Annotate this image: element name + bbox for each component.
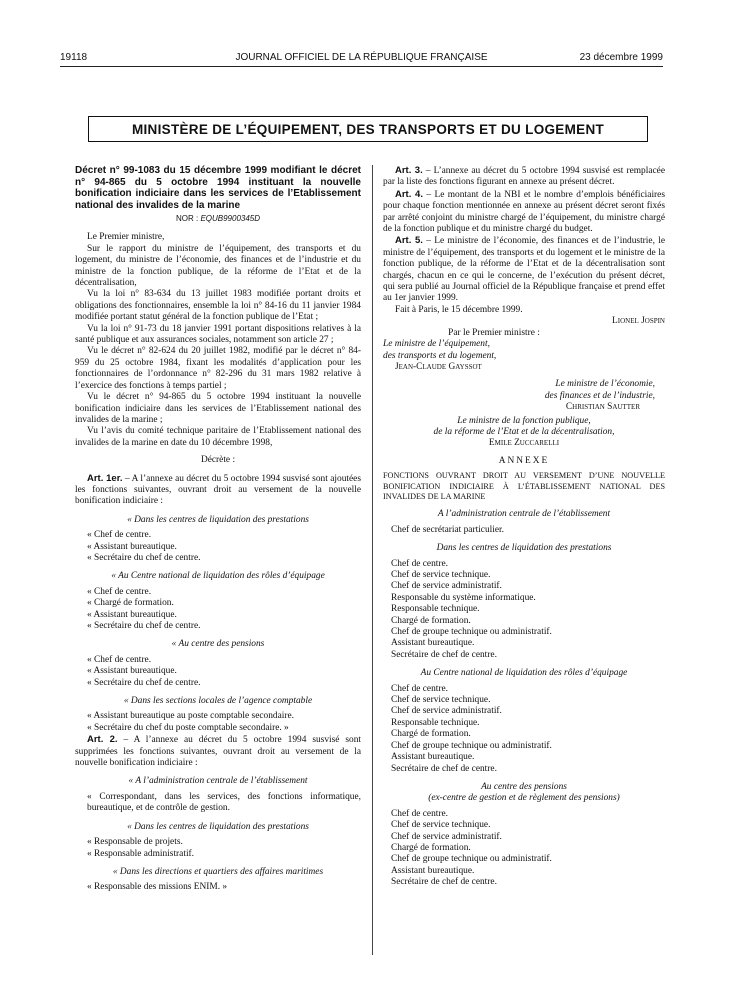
nor-reference <box>75 213 361 224</box>
list-item: Responsable technique. <box>391 717 480 728</box>
list-item: Assistant bureautique. <box>391 638 475 649</box>
section-heading: « A l’administration centrale de l’établissement <box>128 776 308 787</box>
list-item: « Responsable administratif. <box>87 848 195 859</box>
ministry-banner: MINISTÈRE DE L’ÉQUIPEMENT, DES TRANSPORTS ET DU LOGEMENT <box>88 116 648 142</box>
function-list <box>75 655 361 689</box>
list-item: Chef de groupe technique ou administratif. <box>391 740 552 751</box>
list-item: Secrétaire de chef de centre. <box>391 763 497 774</box>
function-list <box>383 684 665 775</box>
list-item: « Responsable de projets. <box>87 837 183 848</box>
article-text: – L’annexe au décret du 5 octobre 1994 susvisé est remplacée par la liste des fonctions figurant en annexe au présent décret. <box>383 166 665 188</box>
function-list <box>383 559 665 662</box>
list-item: « Chargé de formation. <box>87 598 174 609</box>
fait-a-paris: Fait à Paris, le 15 décembre 1999. <box>395 304 523 315</box>
list-item: Chargé de formation. <box>391 842 471 853</box>
section-heading: « Au centre des pensions <box>171 639 265 650</box>
list-item: « Chef de centre. <box>87 654 152 665</box>
header-rule <box>60 66 663 67</box>
list-item: « Assistant bureautique. <box>87 609 177 620</box>
issue-date: 23 décembre 1999 <box>579 52 663 63</box>
list-item: « Chef de centre. <box>87 530 152 541</box>
minister-equipement <box>383 339 665 362</box>
list-item: « Correspondant, dans les services, des fonctions informatique, bureautique, et de contrôle de gestion. <box>87 791 361 814</box>
section-heading: Au Centre national de liquidation des rôles d’équipage <box>420 668 628 679</box>
section-heading: Au centre des pensions <box>481 781 567 792</box>
paragraph: Sur le rapport du ministre de l’équipement, des transports et du logement, du ministre de l’économie, des finances et de l’industrie et du ministre de la fonction publique, de la réforme de l’Etat et de la décentralisation, <box>75 243 361 289</box>
paragraph: Vu le décret n° 82-624 du 20 juillet 1982, modifié par le décret n° 84-959 du 25 octobre 1984, fixant les modalités d’application pour les fonctionnaires de l’ordonnance n° 82-296 du 31 mars 1982 relative à l’exercice des fonctions à temps partiel ; <box>75 346 361 391</box>
list-item: Chef de centre. <box>391 558 449 569</box>
article-1 <box>75 473 361 508</box>
article-2 <box>75 734 361 769</box>
list-item: Chef de service administratif. <box>391 706 502 717</box>
annexe-title: FONCTIONS OUVRANT DROIT AU VERSEMENT D’UNE NOUVELLE BONIFICATION INDICIAIRE À L’ÉTABLISSEMENT NATIONAL DES INVALIDES DE LA MARINE <box>383 471 665 501</box>
list-item: Assistant bureautique. <box>391 865 475 876</box>
minister-title-line: Le ministre de l’économie, <box>555 379 655 390</box>
section-heading: « Dans les sections locales de l’agence comptable <box>123 696 313 707</box>
minister-title-line: Le ministre de la fonction publique, <box>457 415 591 426</box>
list-item: « Secrétaire du chef de centre. <box>87 552 201 563</box>
list-item: « Assistant bureautique. <box>87 666 177 677</box>
minister-title-line: de la réforme de l’Etat et de la décentralisation, <box>433 426 615 437</box>
article-text: – A l’annexe au décret du 5 octobre 1994 susvisé sont ajoutées les fonctions suivantes, ouvrant droit au versement de la nouvelle bonification indiciaire : <box>75 473 361 507</box>
article-label: Art. 2. <box>87 734 118 746</box>
list-item: Assistant bureautique. <box>391 752 475 763</box>
list-item: Secrétaire de chef de centre. <box>391 649 497 660</box>
section-heading: « Au Centre national de liquidation des rôles d’équipage <box>111 571 325 582</box>
list-item: « Assistant bureautique au poste comptable secondaire. <box>87 711 294 722</box>
right-column <box>383 165 665 889</box>
decrete-heading: Décrète : <box>200 455 236 466</box>
function-list <box>383 525 665 536</box>
function-list <box>75 530 361 564</box>
list-item: Responsable du système informatique. <box>391 592 536 603</box>
minister-fonction-publique <box>383 416 665 439</box>
list-item: Chef de service administratif. <box>391 581 502 592</box>
section-heading: « Dans les centres de liquidation des prestations <box>127 821 309 832</box>
signature-premier-ministre: Lionel Jospin <box>612 316 665 327</box>
par-le-premier-ministre: Par le Premier ministre : <box>448 327 540 338</box>
list-item: Responsable technique. <box>391 604 480 615</box>
function-list <box>75 837 361 860</box>
minister-title-line: des transports et du logement, <box>383 350 497 361</box>
article-label: Art. 5. <box>395 235 423 247</box>
list-item: « Secrétaire du chef de centre. <box>87 677 201 688</box>
list-item: Chef de groupe technique ou administratif. <box>391 854 552 865</box>
list-item: Chef de service technique. <box>391 570 491 580</box>
function-list <box>75 792 361 815</box>
list-item: Chef de service technique. <box>391 820 491 831</box>
list-item: Chef de service technique. <box>391 695 491 706</box>
article-4 <box>383 189 665 236</box>
minister-title-line: Le ministre de l’équipement, <box>383 339 490 350</box>
article-5 <box>383 235 665 304</box>
paragraph: Le Premier ministre, <box>87 232 165 243</box>
section-heading: « Dans les centres de liquidation des prestations <box>127 514 309 525</box>
section-heading: Dans les centres de liquidation des prestations <box>436 543 612 554</box>
article-text: – Le montant de la NBI et le nombre d’emplois bénéficiaires pour chaque fonction mentionnée en annexe au présent décret seront fixés par arrêté conjoint du ministre chargé de l’équipement, du ministre chargé de la fonction publique et du ministre chargé du budget. <box>383 189 665 235</box>
function-list <box>383 809 665 889</box>
list-item: Chef de service administratif. <box>391 831 502 842</box>
minister-economie <box>383 379 665 402</box>
article-label: Art. 4. <box>395 188 423 200</box>
paragraph: Vu la loi n° 91-73 du 18 janvier 1991 portant dispositions relatives à la santé publique et aux assurances sociales, notamment son article 27 ; <box>75 323 361 346</box>
column-divider <box>372 165 373 955</box>
article-text: – A l’annexe au décret du 5 octobre 1994 susvisé sont supprimées les fonctions suivantes, ouvrant droit au versement de la nouvelle bonification indiciaire : <box>75 735 361 769</box>
list-item: « Assistant bureautique. <box>87 541 177 552</box>
article-label: Art. 3. <box>395 165 423 176</box>
section-subheading: (ex-centre de gestion et de règlement des pensions) <box>428 793 620 804</box>
section-heading: A l’administration centrale de l’établissement <box>437 509 611 520</box>
section-heading: « Dans les directions et quartiers des affaires maritimes <box>112 866 324 877</box>
signature-zuccarelli: Emile Zuccarelli <box>488 438 560 449</box>
paragraph: Vu l’avis du comité technique paritaire de l’Etablissement national des invalides de la marine en date du 10 décembre 1998, <box>75 426 361 448</box>
list-item: Chargé de formation. <box>391 729 471 740</box>
nor-label: NOR : <box>175 214 199 223</box>
journal-title: JOURNAL OFFICIEL DE LA RÉPUBLIQUE FRANÇAISE <box>235 52 488 63</box>
list-item: Chef de centre. <box>391 808 449 819</box>
left-column <box>75 165 361 894</box>
annexe-heading: ANNEXE <box>498 455 550 466</box>
signature-gayssot: Jean-Claude Gayssot <box>395 361 482 372</box>
article-text: – Le ministre de l’économie, des finances et de l’industrie, le ministre de l’équipement, des transports et du logement et le ministre de la fonction publique, de la réforme de l’Etat et de la décentralisation sont chargés, chacun en ce qui le concerne, de l’exécution du présent décret, qui sera publié au Journal officiel de la République française et prend effet au 1er janvier 1999. <box>383 236 665 304</box>
list-item: « Secrétaire du chef de centre. <box>87 621 201 631</box>
list-item: « Chef de centre. <box>87 586 152 597</box>
list-item: Secrétaire de chef de centre. <box>391 877 497 888</box>
paragraph: Vu le décret n° 94-865 du 5 octobre 1994 instituant la nouvelle bonification indiciaire dans les services de l’Etablissement national des invalides de la marine ; <box>75 392 361 425</box>
function-list <box>75 882 361 893</box>
list-item: « Responsable des missions ENIM. » <box>87 882 228 893</box>
page-number: 19118 <box>60 52 88 63</box>
article-3 <box>383 165 665 189</box>
list-item: Chef de groupe technique ou administratif. <box>391 627 552 638</box>
decree-title: Décret n° 99-1083 du 15 décembre 1999 modifiant le décret n° 94-865 du 5 octobre 1994 instituant la nouvelle bonification indiciaire dans les services de l’Etablissement national des invalides de la marine <box>75 165 361 211</box>
signature-sautter: Christian Sautter <box>565 402 640 413</box>
minister-title-line: des finances et de l’industrie, <box>544 390 655 401</box>
article-label: Art. 1er. <box>87 472 123 484</box>
list-item: « Secrétaire du chef du poste comptable secondaire. » <box>87 722 289 733</box>
function-list <box>75 711 361 734</box>
nor-value: EQUB9900345D <box>200 214 261 223</box>
list-item: Chargé de formation. <box>391 615 471 626</box>
list-item: Chef de centre. <box>391 683 449 694</box>
function-list <box>75 587 361 633</box>
list-item: Chef de secrétariat particulier. <box>391 524 504 535</box>
paragraph: Vu la loi n° 83-634 du 13 juillet 1983 modifiée portant droits et obligations des fonctionnaires, ensemble la loi n° 84-16 du 11 janvier 1984 modifiée portant statut général de la fonction publique de l’Etat ; <box>75 289 361 323</box>
